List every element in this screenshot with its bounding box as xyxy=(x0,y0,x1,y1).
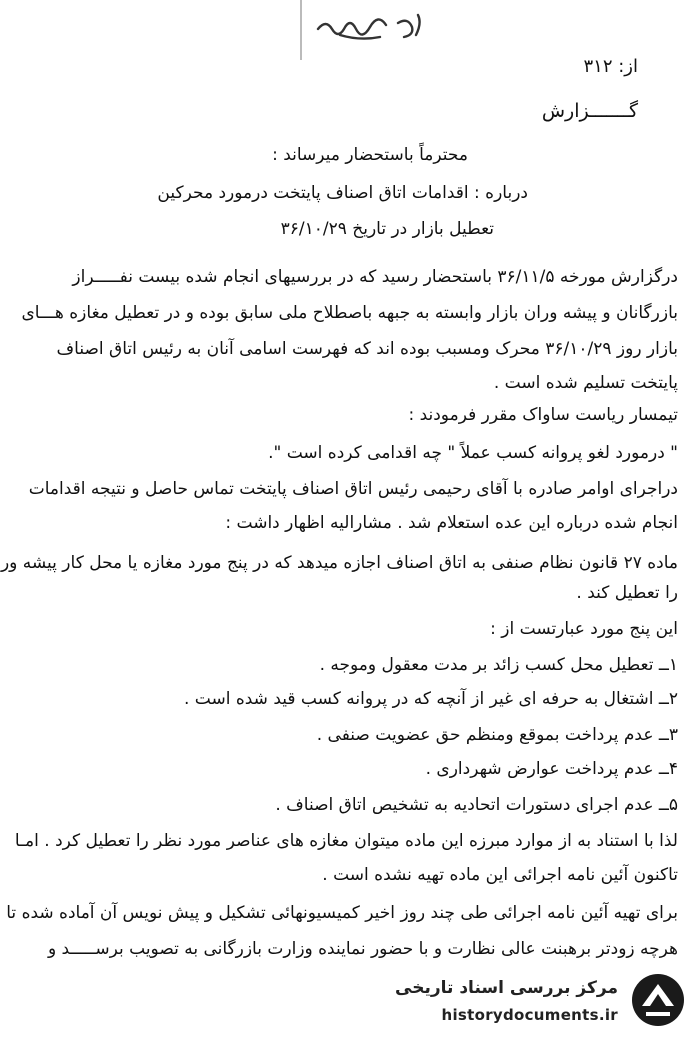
subject-line-2: تعطیل بازار در تاریخ ۳۶/۱۰/۲۹ xyxy=(280,219,494,239)
secret-stamp-handwriting xyxy=(300,5,450,45)
list-item-3: ۳ــ عدم پرداخت بموقع ومنظم حق عضویت صنفی . xyxy=(316,725,678,745)
history-documents-logo-icon xyxy=(628,972,688,1028)
list-item-1: ۱ــ تعطیل محل کسب زائد بر مدت معقول وموجه . xyxy=(319,655,678,675)
watermark-url: historydocuments.ir xyxy=(441,1006,618,1024)
paragraph-1-line-1: درگزارش مورخه ۳۶/۱۱/۵ باستحضار رسید که در بررسیهای انجام شده بیست نفـــــراز xyxy=(72,267,678,287)
paragraph-5-line-1: برای تهیه آئین نامه اجرائی طی چند روز اخیر کمیسیونهائی تشکیل و پیش نویس آن آماده شده تا xyxy=(6,903,678,923)
report-title: گـــــــزارش xyxy=(541,100,638,122)
watermark-site-name: مرکز بررسی اسناد تاریخی xyxy=(395,978,618,998)
paragraph-4-line-1: لذا با استناد به از موارد مبرزه این ماده میتوان مغازه های عناصر مورد نظر را تعطیل کرد . امـا xyxy=(14,831,678,851)
subject-line-1: درباره : اقدامات اتاق اصناف پایتخت درمورد محرکین xyxy=(157,183,528,203)
paragraph-2-line-2: انجام شده درباره این عده استعلام شد . مشارالیه اظهار داشت : xyxy=(225,513,678,533)
from-reference: از: ۳۱۲ xyxy=(583,56,638,77)
list-intro: این پنج مورد عبارتست از : xyxy=(490,619,678,639)
list-item-4: ۴ــ عدم پرداخت عوارض شهرداری . xyxy=(425,759,678,779)
salutation: محترماً باستحضار میرساند : xyxy=(272,145,468,165)
list-item-5: ۵ــ عدم اجرای دستورات اتحادیه به تشخیص اتاق اصناف . xyxy=(275,795,678,815)
paragraph-3-line-2: را تعطیل کند . xyxy=(576,583,678,603)
paragraph-4-line-2: تاکنون آئین نامه اجرائی این ماده تهیه نشده است . xyxy=(322,865,678,885)
paragraph-1-line-4: پایتخت تسلیم شده است . xyxy=(493,373,678,393)
order-quote: " درمورد لغو پروانه کسب عملاً " چه اقدامی کرده است ". xyxy=(268,443,678,463)
paragraph-1-line-3: بازار روز ۳۶/۱۰/۲۹ محرک ومسبب بوده اند که فهرست اسامی آنان به رئیس اتاق اصناف xyxy=(56,339,678,359)
order-intro: تیمسار ریاست ساواک مقرر فرمودند : xyxy=(408,405,678,425)
paragraph-2-line-1: دراجرای اوامر صادره با آقای رحیمی رئیس اتاق اصناف پایتخت تماس حاصل و نتیجه اقدامات xyxy=(28,479,678,499)
paragraph-3-line-1: ماده ۲۷ قانون نظام صنفی به اتاق اصناف اجازه میدهد که در پنج مورد مغازه یا محل کار پیشه ور xyxy=(0,553,678,573)
paragraph-1-line-2: بازرگانان و پیشه وران بازار وابسته به جبهه باصطلاح ملی سابق بوده و در تعطیل مغازه هـــای xyxy=(21,303,678,323)
paragraph-5-line-2: هرچه زودتر برهبنت عالی نظارت و با حضور نماینده وزارت بازرگانی به تصویب برســـــد و xyxy=(47,939,678,959)
list-item-2: ۲ــ اشتغال به حرفه ای غیر از آنچه که در پروانه کسب قید شده است . xyxy=(183,689,678,709)
